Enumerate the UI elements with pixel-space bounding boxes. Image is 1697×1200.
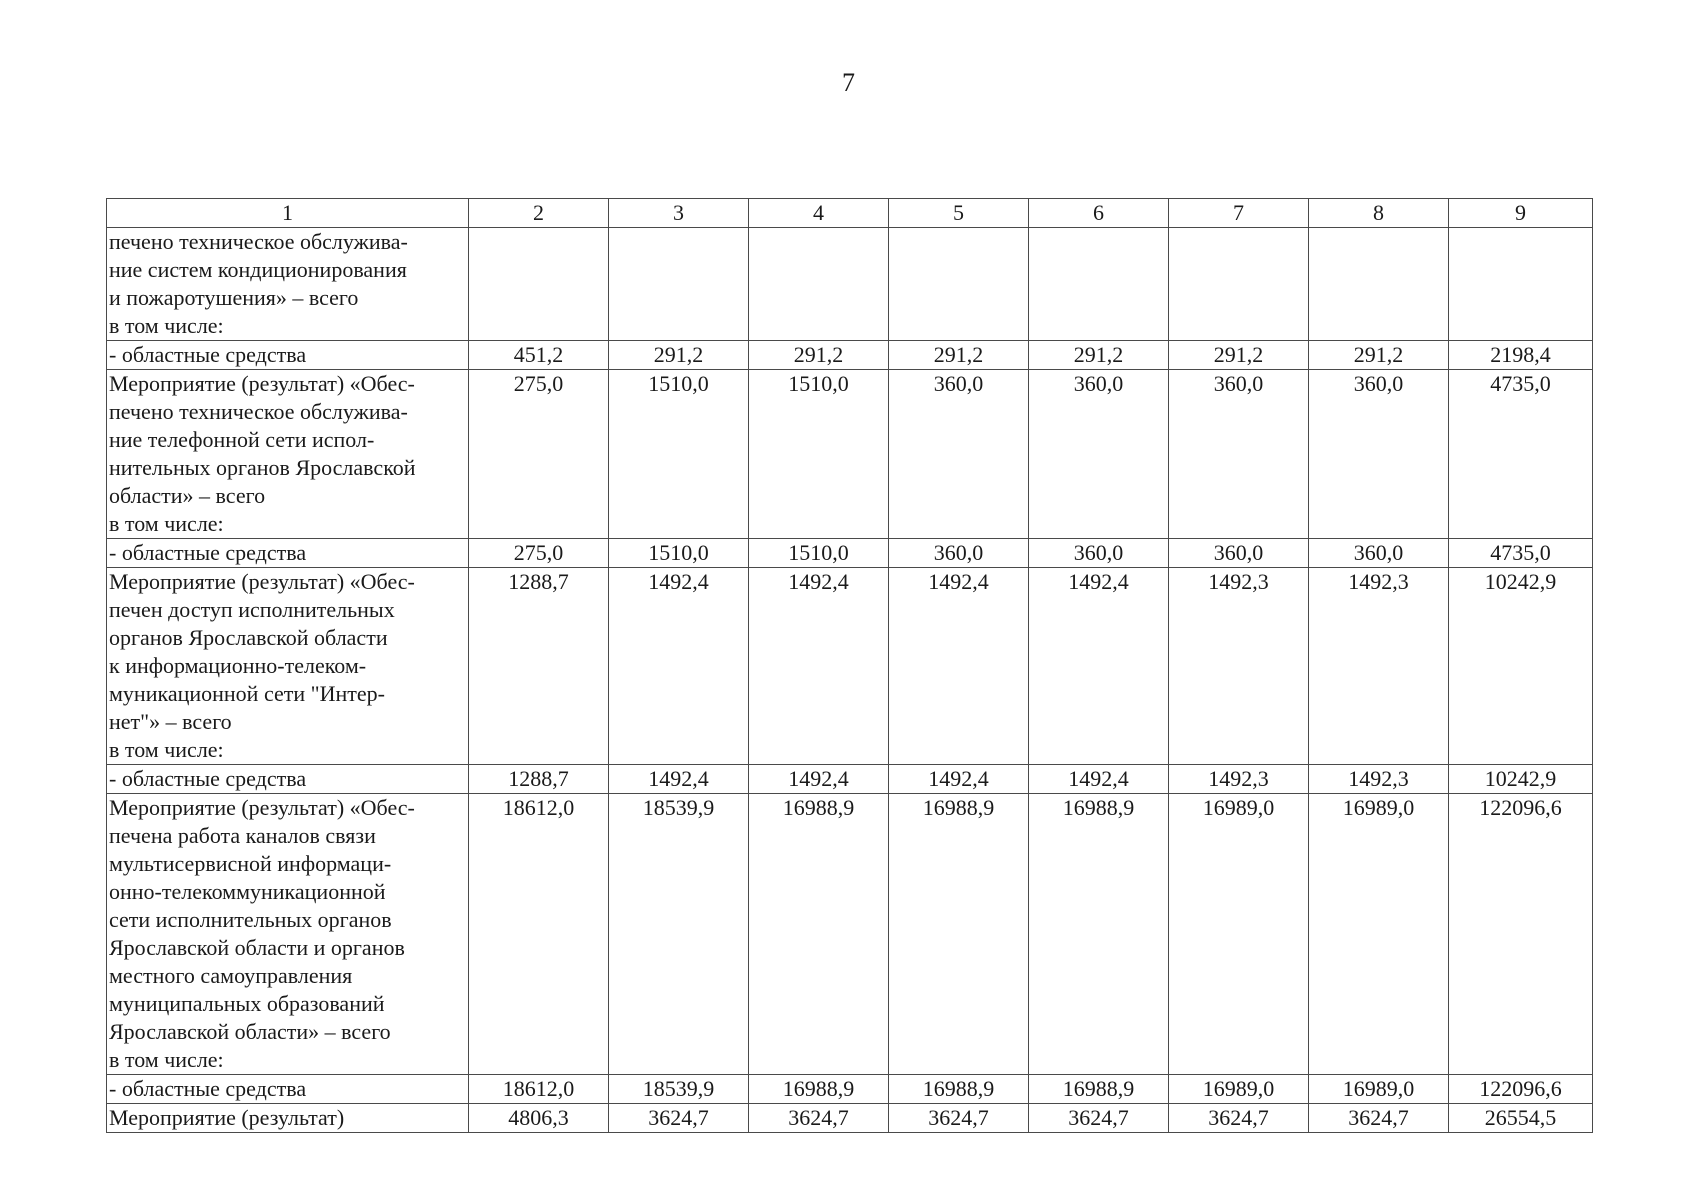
value-cell: 360,0: [889, 370, 1029, 539]
value-cell: 275,0: [469, 539, 609, 568]
column-number-6: 6: [1029, 199, 1169, 228]
table-row: [107, 341, 1593, 370]
value-cell: 1492,3: [1169, 765, 1309, 794]
row-label: Мероприятие (результат): [107, 1104, 469, 1133]
value-cell: 1510,0: [749, 370, 889, 539]
value-cell: 291,2: [749, 341, 889, 370]
column-number-3: 3: [609, 199, 749, 228]
value-cell: [1309, 228, 1449, 341]
value-cell: 18539,9: [609, 794, 749, 1075]
value-cell: 16989,0: [1309, 794, 1449, 1075]
value-cell: 16989,0: [1169, 1075, 1309, 1104]
value-cell: 291,2: [1029, 341, 1169, 370]
value-cell: 291,2: [1169, 341, 1309, 370]
row-label: Мероприятие (результат) «Обес- печено техническое обслужива- ние телефонной сети испол- нительных органов Ярославской области» – всего в том числе:: [107, 370, 469, 539]
value-cell: 1492,4: [1029, 568, 1169, 765]
value-cell: 1492,3: [1169, 568, 1309, 765]
value-cell: 360,0: [1169, 539, 1309, 568]
value-cell: 3624,7: [749, 1104, 889, 1133]
value-cell: 1510,0: [609, 539, 749, 568]
row-label: - областные средства: [107, 765, 469, 794]
value-cell: 360,0: [1029, 539, 1169, 568]
value-cell: 1288,7: [469, 568, 609, 765]
value-cell: 26554,5: [1449, 1104, 1593, 1133]
budget-table-body: [107, 199, 1593, 1133]
value-cell: 1510,0: [749, 539, 889, 568]
value-cell: [889, 228, 1029, 341]
value-cell: 1492,4: [609, 765, 749, 794]
column-number-8: 8: [1309, 199, 1449, 228]
table-row: [107, 568, 1593, 765]
table-row: [107, 539, 1593, 568]
table-row: [107, 370, 1593, 539]
row-label: - областные средства: [107, 1075, 469, 1104]
value-cell: 1492,4: [889, 568, 1029, 765]
value-cell: 360,0: [1309, 539, 1449, 568]
value-cell: 16989,0: [1309, 1075, 1449, 1104]
header-row: [107, 199, 1593, 228]
value-cell: [469, 228, 609, 341]
value-cell: 16988,9: [889, 794, 1029, 1075]
table-row: [107, 1104, 1593, 1133]
value-cell: 4735,0: [1449, 539, 1593, 568]
value-cell: [1449, 228, 1593, 341]
page-number: 7: [842, 68, 855, 97]
value-cell: 16988,9: [1029, 1075, 1169, 1104]
value-cell: 122096,6: [1449, 1075, 1593, 1104]
value-cell: 122096,6: [1449, 794, 1593, 1075]
value-cell: [749, 228, 889, 341]
value-cell: [609, 228, 749, 341]
value-cell: 291,2: [1309, 341, 1449, 370]
value-cell: 16988,9: [1029, 794, 1169, 1075]
budget-table: [106, 198, 1593, 1133]
value-cell: 4735,0: [1449, 370, 1593, 539]
value-cell: 275,0: [469, 370, 609, 539]
value-cell: 1492,4: [749, 568, 889, 765]
value-cell: 10242,9: [1449, 765, 1593, 794]
value-cell: 3624,7: [1169, 1104, 1309, 1133]
table-row: [107, 765, 1593, 794]
column-number-9: 9: [1449, 199, 1593, 228]
value-cell: 451,2: [469, 341, 609, 370]
value-cell: 1492,4: [749, 765, 889, 794]
value-cell: 1492,4: [889, 765, 1029, 794]
value-cell: 360,0: [1029, 370, 1169, 539]
value-cell: 2198,4: [1449, 341, 1593, 370]
column-number-7: 7: [1169, 199, 1309, 228]
value-cell: 3624,7: [1309, 1104, 1449, 1133]
column-number-2: 2: [469, 199, 609, 228]
value-cell: 3624,7: [609, 1104, 749, 1133]
value-cell: 360,0: [1309, 370, 1449, 539]
value-cell: 4806,3: [469, 1104, 609, 1133]
row-label: - областные средства: [107, 341, 469, 370]
value-cell: 3624,7: [889, 1104, 1029, 1133]
row-label: печено техническое обслужива- ние систем кондиционирования и пожаротушения» – всего в том числе:: [107, 228, 469, 341]
value-cell: 16988,9: [749, 794, 889, 1075]
value-cell: 1492,4: [609, 568, 749, 765]
table-row: [107, 794, 1593, 1075]
value-cell: [1169, 228, 1309, 341]
row-label: - областные средства: [107, 539, 469, 568]
column-number-5: 5: [889, 199, 1029, 228]
value-cell: 360,0: [1169, 370, 1309, 539]
value-cell: 18612,0: [469, 1075, 609, 1104]
row-label: Мероприятие (результат) «Обес- печен доступ исполнительных органов Ярославской области к информационно-телеком- муникационной сети "Интер- нет"» – всего в том числе:: [107, 568, 469, 765]
column-number-4: 4: [749, 199, 889, 228]
value-cell: 18539,9: [609, 1075, 749, 1104]
column-number-1: 1: [107, 199, 469, 228]
value-cell: 18612,0: [469, 794, 609, 1075]
value-cell: 360,0: [889, 539, 1029, 568]
value-cell: 16988,9: [889, 1075, 1029, 1104]
value-cell: 1492,4: [1029, 765, 1169, 794]
value-cell: 291,2: [889, 341, 1029, 370]
value-cell: 1510,0: [609, 370, 749, 539]
value-cell: 291,2: [609, 341, 749, 370]
table-row: [107, 1075, 1593, 1104]
value-cell: 10242,9: [1449, 568, 1593, 765]
value-cell: [1029, 228, 1169, 341]
value-cell: 3624,7: [1029, 1104, 1169, 1133]
value-cell: 16988,9: [749, 1075, 889, 1104]
table-row: [107, 228, 1593, 341]
value-cell: 1288,7: [469, 765, 609, 794]
value-cell: 16989,0: [1169, 794, 1309, 1075]
value-cell: 1492,3: [1309, 765, 1449, 794]
value-cell: 1492,3: [1309, 568, 1449, 765]
row-label: Мероприятие (результат) «Обес- печена работа каналов связи мультисервисной информаци- онно-телекоммуникационной сети исполнительных органов Ярославской области и органов местного самоуправления муниципальных образований Ярославской области» – всего в том числе:: [107, 794, 469, 1075]
